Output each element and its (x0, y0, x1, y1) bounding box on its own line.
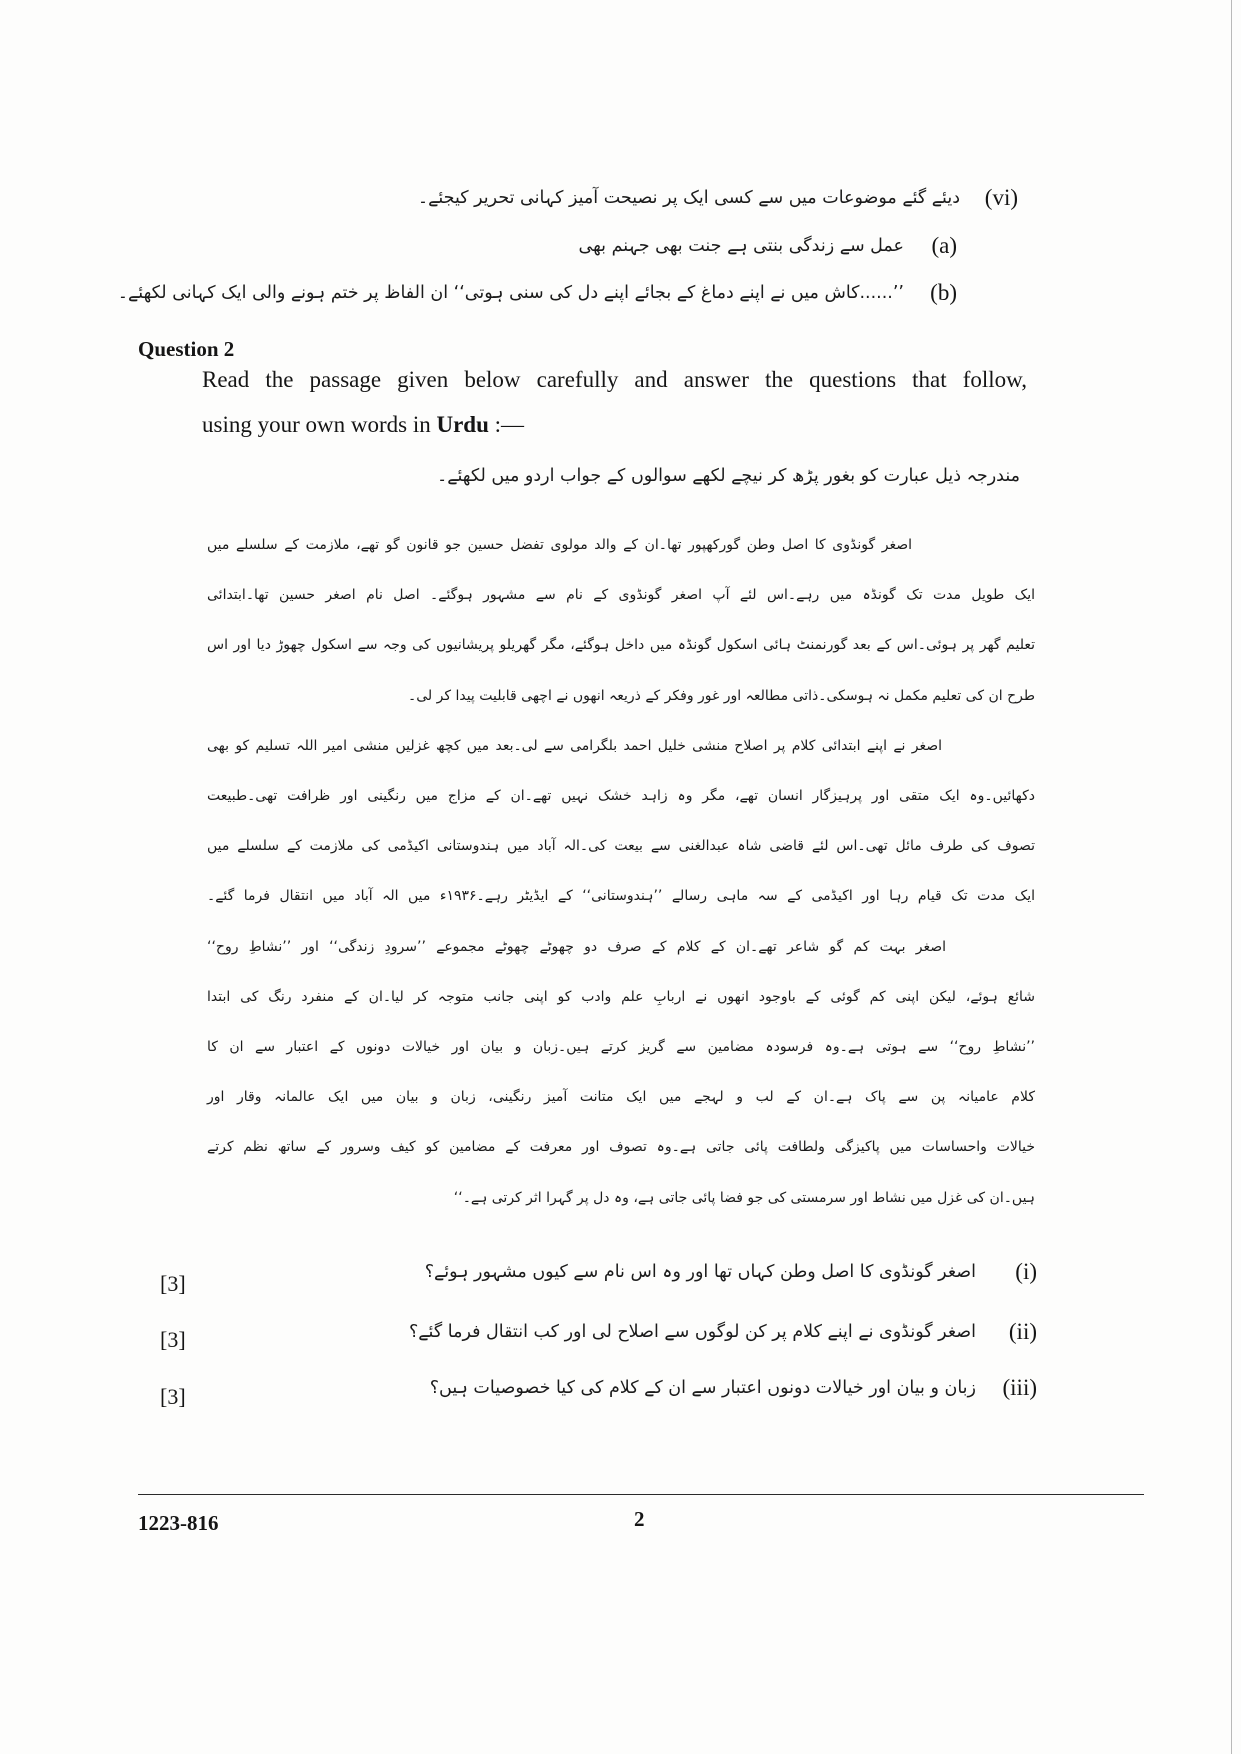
question-i-text: اصغر گونڈوی کا اصل وطن کہاں تھا اور وہ اس نام سے کیوں مشہور ہوئے؟ (424, 1262, 976, 1282)
option-a-text: عمل سے زندگی بنتی ہے جنت بھی جہنم بھی (578, 236, 904, 256)
item-number-vi: (vi) (984, 185, 1018, 210)
question-iii-number: (iii) (1002, 1375, 1037, 1400)
passage-line: اصغر بہت کم گو شاعر تھے۔ان کے کلام کے صرف دو چھوٹے چھوٹے مجموعے ’’سرودِ زندگی‘‘ اور ’’نشاطِ روح‘‘ (207, 938, 946, 955)
footer-rule (138, 1494, 1144, 1495)
passage-line: شائع ہوئے، لیکن اپنی کم گوئی کے باوجود انھوں نے اربابِ علم وادب کو اپنی جانب متوجہ کر لیا۔ان کے منفرد رنگ کی ابتدا (207, 988, 1035, 1005)
paper-code: 1223-816 (138, 1511, 219, 1535)
question-title: Question 2 (138, 337, 235, 361)
instruction-urdu: مندرجہ ذیل عبارت کو بغور پڑھ کر نیچے لکھے سوالوں کے جواب اردو میں لکھئے۔ (436, 466, 1020, 486)
passage-line: تصوف کی طرف مائل تھی۔اس لئے قاضی شاہ عبدالغنی سے بیعت کی۔الہ آباد میں ہندوستانی اکیڈمی کی ملازمت کے سلسلے میں (207, 838, 1035, 855)
passage-line: تعلیم گھر پر ہوئی۔اس کے بعد گورنمنٹ ہائی اسکول گونڈہ میں داخل ہوگئے، مگر گھریلو پریشانیوں کی وجہ سے اسکول چھوڑ دیا اور اس (207, 637, 1035, 654)
passage-line: اصغر نے اپنے ابتدائی کلام پر اصلاح منشی خلیل احمد بلگرامی سے لی۔بعد میں کچھ غزلیں منشی امیر اللہ تسلیم کو بھی (207, 737, 942, 754)
passage-line: ’’نشاطِ روح‘‘ سے ہوتی ہے۔وہ فرسودہ مضامین سے گریز کرتے ہیں۔زبان و بیان اور خیالات دونوں کے اعتبار سے ان کا (207, 1039, 1035, 1056)
passage-line: ہیں۔ان کی غزل میں نشاط اور سرمستی کی جو فضا پائی جاتی ہے، وہ دل پر گہرا اثر کرتی ہے۔‘‘ (453, 1189, 1035, 1206)
question-i-marks: [3] (160, 1271, 186, 1296)
passage-line: خیالات واحساسات میں پاکیزگی ولطافت پائی جاتی ہے۔وہ تصوف اور معرفت کے مضامین کو کیف وسرور کے ساتھ نظم کرتے (207, 1139, 1035, 1156)
instruction-en-prefix: using your own words in (202, 412, 437, 437)
option-b-label: (b) (930, 280, 957, 305)
passage (207, 520, 1035, 1223)
passage-line: اصغر گونڈوی کا اصل وطن گورکھپور تھا۔ان کے والد مولوی تفضل حسین جو قانون گو تھے، ملازمت کے سلسلے میں (207, 537, 912, 553)
passage-line: طرح ان کی تعلیم مکمل نہ ہوسکی۔ذاتی مطالعہ اور غور وفکر کے ذریعہ انھوں نے اچھی قابلیت پیدا کر لی۔ (408, 687, 1035, 704)
question-ii-marks: [3] (160, 1327, 186, 1352)
instruction-en-suffix: :— (488, 412, 525, 437)
scan-edge (1231, 0, 1232, 1754)
passage-line: ایک طویل مدت تک گونڈہ میں رہے۔اس لئے آپ اصغر گونڈوی کے نام سے مشہور ہوگئے۔ اصل نام اصغر حسین تھا۔ابتدائی (207, 587, 1035, 604)
option-b-text: ’’......کاش میں نے اپنے دماغ کے بجائے اپنے دل کی سنی ہوتی‘‘ ان الفاظ پر ختم ہونے والی ایک کہانی لکھئے۔ (117, 283, 904, 303)
passage-line: دکھائیں۔وہ ایک متقی اور پرہیزگار انسان تھے، مگر وہ زاہد خشک نہیں تھے۔ان کے مزاج میں رنگینی اور ظرافت تھی۔طبیعت (207, 788, 1035, 805)
question-ii-text: اصغر گونڈوی نے اپنے کلام پر کن لوگوں سے اصلاح لی اور کب انتقال فرما گئے؟ (409, 1322, 976, 1342)
section-vi-prompt: دیئے گئے موضوعات میں سے کسی ایک پر نصیحت آمیز کہانی تحریر کیجئے۔ (417, 188, 960, 208)
option-a-label: (a) (931, 233, 957, 258)
passage-line: کلام عامیانہ پن سے پاک ہے۔ان کے لب و لہجے میں ایک متانت آمیز رنگینی، زبان و بیان میں ایک عالمانہ وقار اور (207, 1089, 1035, 1106)
question-ii-number: (ii) (1008, 1319, 1037, 1344)
instruction-en-line2 (202, 410, 524, 440)
question-iii-text: زبان و بیان اور خیالات دونوں اعتبار سے ان کے کلام کی کیا خصوصیات ہیں؟ (429, 1378, 976, 1398)
instruction-en-language: Urdu (436, 412, 489, 437)
instruction-en-line1: Read the passage given below carefully and answer the questions that follow, (202, 367, 1027, 392)
question-i-number: (i) (1015, 1259, 1037, 1284)
page-number: 2 (634, 1507, 645, 1531)
passage-line: ایک مدت تک قیام رہا اور اکیڈمی کے سہ ماہی رسالے ’’ہندوستانی‘‘ کے ایڈیٹر رہے۔۱۹۳۶ء میں الہ آباد میں انتقال فرما گئے۔ (207, 888, 1035, 905)
question-iii-marks: [3] (160, 1384, 186, 1409)
